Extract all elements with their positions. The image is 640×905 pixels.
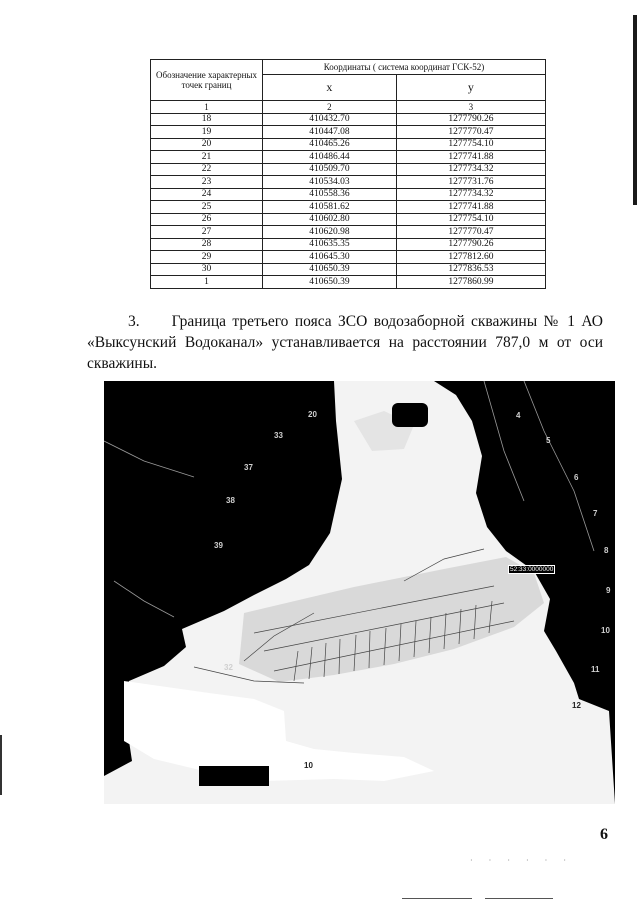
- table-cell-point: 29: [151, 251, 263, 264]
- cadastral-parcel-label: 52:33:0000000: [510, 566, 554, 573]
- table-cell-point: 22: [151, 163, 263, 176]
- map-label: 4: [516, 411, 521, 420]
- table-cell-x: 410645.30: [263, 251, 397, 264]
- table-row: [151, 263, 546, 276]
- table-cell-point: 21: [151, 151, 263, 164]
- map-graphic: [104, 381, 615, 804]
- table-cell-x: 410486.44: [263, 151, 397, 164]
- coordinates-table: [150, 59, 546, 289]
- table-cell-x: 410650.39: [263, 263, 397, 276]
- map-label: 20: [308, 410, 317, 419]
- table-cell-y: 1277812.60: [396, 251, 545, 264]
- table-cell-point: 18: [151, 113, 263, 126]
- map-label: 9: [606, 586, 611, 595]
- table-row: [151, 226, 546, 239]
- map-label: 10: [601, 626, 610, 635]
- table-cell-point: 27: [151, 226, 263, 239]
- map-label: 37: [244, 463, 253, 472]
- table-cell-y: 1277770.47: [396, 126, 545, 139]
- table-row: [151, 276, 546, 289]
- table-cell-point: 26: [151, 213, 263, 226]
- table-row: [151, 201, 546, 214]
- map-label: 12: [572, 701, 581, 710]
- table-cell-y: 1277754.10: [396, 213, 545, 226]
- table-cell-x: 410558.36: [263, 188, 397, 201]
- table-cell-x: 410534.03: [263, 176, 397, 189]
- page-number: 6: [600, 826, 608, 843]
- table-cell-y: 1277860.99: [396, 276, 545, 289]
- table-cell-y: 1277741.88: [396, 201, 545, 214]
- column-number: 2: [263, 101, 397, 114]
- table-row: [151, 126, 546, 139]
- table-cell-point: 19: [151, 126, 263, 139]
- scan-bottom-line: [485, 898, 553, 899]
- table-cell-y: 1277731.76: [396, 176, 545, 189]
- map-label: 39: [214, 541, 223, 550]
- table-row: [151, 251, 546, 264]
- table-cell-y: 1277734.32: [396, 163, 545, 176]
- paragraph-3: [87, 311, 603, 374]
- table-cell-point: 25: [151, 201, 263, 214]
- map-label: 5: [546, 436, 551, 445]
- map-label: 32: [224, 663, 233, 672]
- paragraph-number: 3.: [128, 313, 140, 330]
- table-row: [151, 188, 546, 201]
- table-row: [151, 238, 546, 251]
- table-cell-x: 410447.08: [263, 126, 397, 139]
- zone-map-image: [104, 381, 615, 804]
- table-row: [151, 113, 546, 126]
- paragraph-text: Граница третьего пояса ЗСО водозаборной скважины № 1 АО «Выксунский Водоканал» устанавливается на расстоянии 787,0 м от оси скважины.: [87, 313, 603, 372]
- table-cell-y: 1277770.47: [396, 226, 545, 239]
- table-cell-x: 410635.35: [263, 238, 397, 251]
- header-point-name: Обозначение характерных точек границ: [151, 60, 263, 101]
- table-row: [151, 138, 546, 151]
- header-x: х: [263, 74, 397, 100]
- map-label: 11: [591, 665, 600, 674]
- scan-dots: · · · · · ·: [470, 856, 573, 865]
- map-label: 7: [593, 509, 598, 518]
- table-cell-y: 1277754.10: [396, 138, 545, 151]
- column-number-row: [151, 101, 546, 114]
- table-cell-point: 1: [151, 276, 263, 289]
- scan-edge-mark-left: [0, 735, 2, 795]
- table-cell-point: 23: [151, 176, 263, 189]
- map-label: 8: [604, 546, 609, 555]
- table-cell-point: 20: [151, 138, 263, 151]
- table-cell-point: 28: [151, 238, 263, 251]
- table-cell-x: 410620.98: [263, 226, 397, 239]
- table-cell-y: 1277741.88: [396, 151, 545, 164]
- table-row: [151, 151, 546, 164]
- map-label: 6: [574, 473, 579, 482]
- column-number: 1: [151, 101, 263, 114]
- table-cell-x: 410581.62: [263, 201, 397, 214]
- header-coordinate-system: Координаты ( система координат ГСК-52): [263, 60, 546, 75]
- table-cell-x: 410650.39: [263, 276, 397, 289]
- table-cell-x: 410432.70: [263, 113, 397, 126]
- table-cell-x: 410602.80: [263, 213, 397, 226]
- table-cell-x: 410465.26: [263, 138, 397, 151]
- map-label: 10: [304, 761, 313, 770]
- header-y: у: [396, 74, 545, 100]
- scan-edge-mark: [633, 15, 637, 205]
- table-cell-y: 1277734.32: [396, 188, 545, 201]
- table-cell-y: 1277836.53: [396, 263, 545, 276]
- table-row: [151, 176, 546, 189]
- table-cell-y: 1277790.26: [396, 238, 545, 251]
- table-cell-x: 410509.70: [263, 163, 397, 176]
- scan-bottom-line: [402, 898, 472, 899]
- table-cell-y: 1277790.26: [396, 113, 545, 126]
- map-label: 38: [226, 496, 235, 505]
- table-cell-point: 24: [151, 188, 263, 201]
- map-label: 33: [274, 431, 283, 440]
- table-row: [151, 213, 546, 226]
- table-row: [151, 163, 546, 176]
- table-cell-point: 30: [151, 263, 263, 276]
- column-number: 3: [396, 101, 545, 114]
